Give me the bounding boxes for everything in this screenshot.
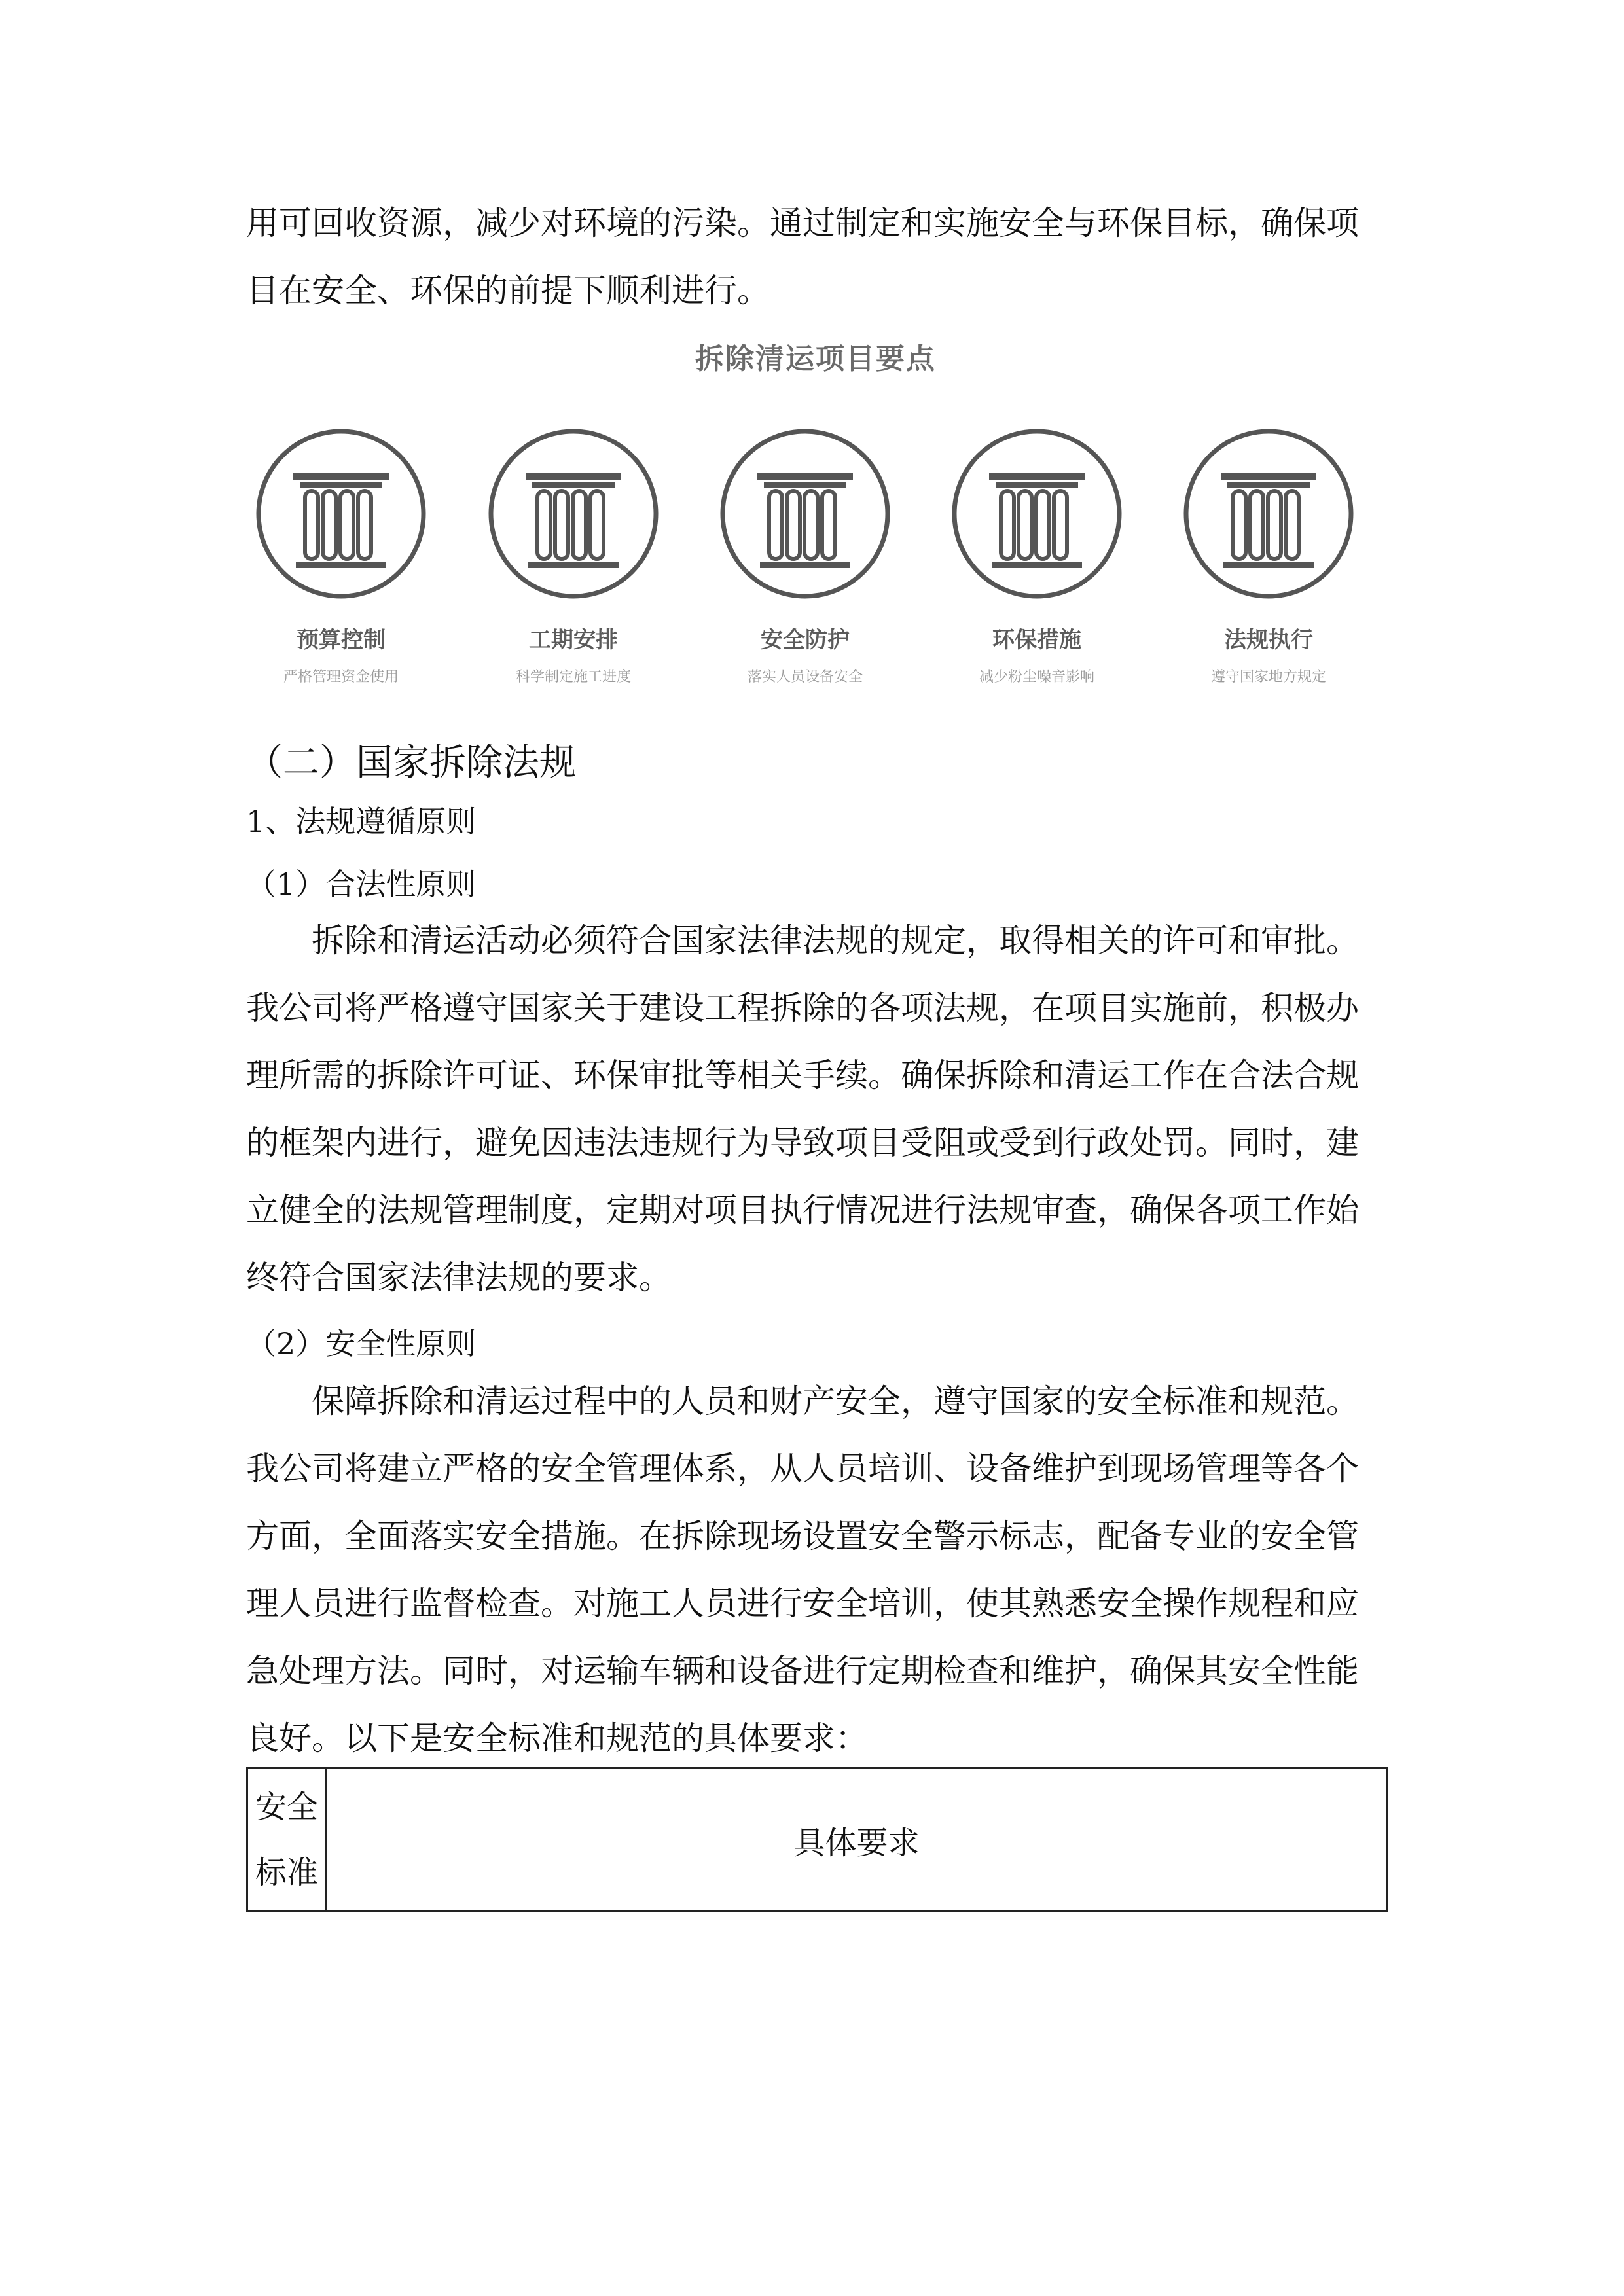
paragraph-line: 良好。以下是安全标准和规范的具体要求：: [246, 1719, 868, 1757]
paragraph-line: 保障拆除和清运过程中的人员和财产安全，遵守国家的安全标准和规范。: [312, 1382, 1359, 1420]
principle-2-paragraph: [246, 1368, 1385, 1772]
figure-item-label: 法规执行: [1224, 627, 1313, 653]
figure-item-regulation: [1170, 425, 1367, 700]
section-title: （二）国家拆除法规: [246, 742, 576, 784]
pillar-icon: [485, 425, 662, 602]
figure-item-budget: [243, 425, 439, 700]
figure-item-sub: 遵守国家地方规定: [1210, 669, 1326, 685]
intro-line: 目在安全、环保的前提下顺利进行。: [246, 272, 770, 310]
paragraph-line: 理所需的拆除许可证、环保审批等相关手续。确保拆除和清运工作在合法合规: [246, 1056, 1359, 1094]
table-header-row: [247, 1768, 1387, 1912]
pillar-icon: [717, 425, 893, 602]
paragraph-line: 理人员进行监督检查。对施工人员进行安全培训，使其熟悉安全操作规程和应: [246, 1585, 1359, 1623]
subsection-header: [246, 800, 1385, 843]
principle-1-header: [246, 863, 1385, 906]
figure-item-label: 工期安排: [529, 627, 618, 653]
figure-title: 拆除清运项目要点: [695, 342, 936, 376]
paragraph-line: 立健全的法规管理制度，定期对项目执行情况进行法规审查，确保各项工作始: [246, 1191, 1359, 1229]
pillar-icon: [1180, 425, 1357, 602]
header-line: 标准: [255, 1854, 318, 1891]
figure-item-label: 安全防护: [761, 627, 850, 653]
paragraph-line: 急处理方法。同时，对运输车辆和设备进行定期检查和维护，确保其安全性能: [246, 1652, 1359, 1690]
paragraph-line: 方面，全面落实安全措施。在拆除现场设置安全警示标志，配备专业的安全管: [246, 1517, 1359, 1555]
paragraph-line: 我公司将建立严格的安全管理体系，从人员培训、设备维护到现场管理等各个: [246, 1450, 1359, 1488]
paragraph-line: 终符合国家法律法规的要求。: [246, 1259, 672, 1297]
figure-item-sub: 减少粉尘噪音影响: [979, 669, 1094, 685]
table-header-standard: [247, 1768, 327, 1912]
figure-item-sub: 严格管理资金使用: [283, 669, 399, 685]
subsection-title: 1、法规遵循原则: [246, 804, 477, 839]
principle-2-header: [246, 1322, 1385, 1365]
header-line: 安全: [255, 1789, 318, 1825]
safety-standards-table: [246, 1767, 1388, 1912]
section-header: [246, 737, 1385, 789]
figure-item-sub: 落实人员设备安全: [747, 669, 863, 685]
table-header-requirements: 具体要求: [327, 1768, 1387, 1912]
figure-item-label: 环保措施: [992, 627, 1081, 653]
paragraph-line: 我公司将严格遵守国家关于建设工程拆除的各项法规，在项目实施前，积极办: [246, 989, 1359, 1027]
pillar-icon: [253, 425, 429, 602]
intro-line: 用可回收资源，减少对环境的污染。通过制定和实施安全与环保目标，确保项: [246, 204, 1359, 242]
figure-item-sub: 科学制定施工进度: [515, 669, 631, 685]
figure-item-label: 预算控制: [297, 627, 386, 653]
pillar-icon: [948, 425, 1125, 602]
figure-item-safety: [707, 425, 903, 700]
intro-paragraph: [246, 190, 1385, 325]
principle-2-title: （2）安全性原则: [246, 1326, 477, 1361]
paragraph-line: 的框架内进行，避免因违法违规行为导致项目受阻或受到行政处罚。同时，建: [246, 1124, 1359, 1162]
figure-item-environment: [939, 425, 1135, 700]
principle-1-paragraph: [246, 907, 1385, 1312]
paragraph-line: 拆除和清运活动必须符合国家法律法规的规定，取得相关的许可和审批。: [312, 922, 1359, 960]
key-points-figure: [246, 327, 1385, 707]
principle-1-title: （1）合法性原则: [246, 867, 477, 902]
figure-item-schedule: [475, 425, 672, 700]
